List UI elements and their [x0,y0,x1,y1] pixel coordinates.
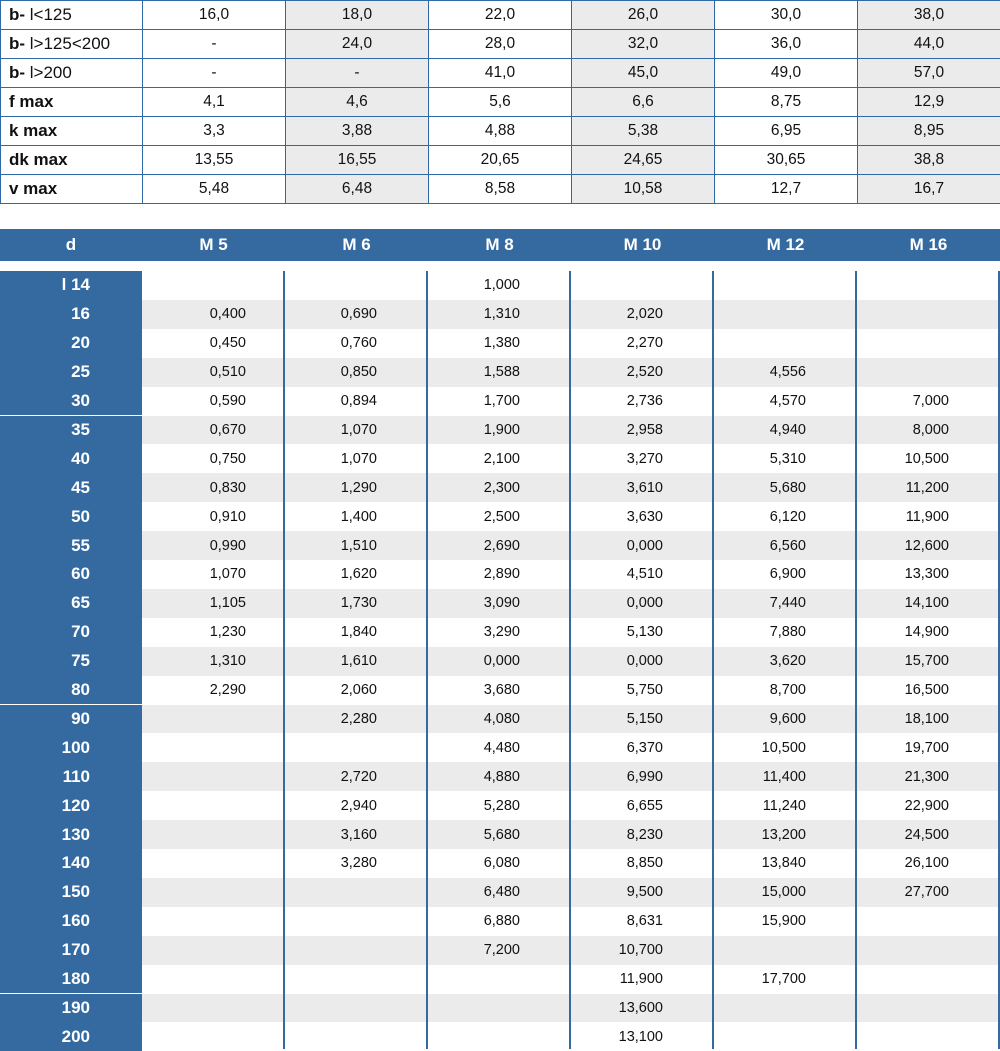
weight-cell: 1,290 [0,473,377,502]
length-label: 20 [0,329,142,358]
weight-cell: 26,100 [0,849,949,878]
spec-cell: 12,7 [715,175,858,204]
weight-cell: 1,610 [0,647,377,676]
weight-cell: 0,000 [0,647,663,676]
weight-cell: 5,280 [0,791,520,820]
weight-cell [0,300,949,329]
weight-cell: 3,090 [0,589,520,618]
weight-cell: 1,840 [0,618,377,647]
weight-cell: 2,280 [0,705,377,734]
spec-row-label-bold: k max [9,121,57,140]
length-label: 110 [0,762,142,791]
length-label: 70 [0,618,142,647]
weight-cell: 11,200 [0,473,949,502]
weight-cell: 6,080 [0,849,520,878]
weight-cell: 1,310 [0,647,246,676]
weight-cell: 1,000 [0,271,520,300]
weight-cell: 6,370 [0,733,663,762]
header-d: d [0,229,142,261]
weight-cell: 4,570 [0,387,806,416]
weight-cell: 16,500 [0,676,949,705]
spec-row-label [1,117,143,146]
spec-row [1,175,1000,204]
spec-cell: 18,0 [286,1,429,30]
weight-cell: 0,850 [0,358,377,387]
weight-cell: 4,080 [0,705,520,734]
weight-cell: 2,100 [0,444,520,473]
spec-cell: 28,0 [429,30,572,59]
weight-cell: 0,670 [0,416,246,445]
length-label: 200 [0,1022,142,1051]
weight-cell: 14,100 [0,589,949,618]
spec-row-label [1,1,143,30]
weight-cell [0,907,949,936]
weight-cell: 5,680 [0,473,806,502]
spec-cell: 4,1 [143,88,286,117]
weight-row [0,387,1000,416]
weight-cell: 13,600 [0,994,663,1023]
weight-cell: 1,070 [0,560,246,589]
weight-cell: 2,270 [0,329,663,358]
spec-row-label [1,30,143,59]
weight-cell: 0,590 [0,387,246,416]
spec-cell: 3,3 [143,117,286,146]
spec-cell: 38,8 [858,146,1000,175]
weight-cell: 1,400 [0,502,377,531]
weight-cell: 13,300 [0,560,949,589]
weight-cell: 0,000 [0,647,520,676]
weight-cell [0,994,949,1023]
weight-row [0,502,1000,531]
weight-row [0,589,1000,618]
weight-cell: 2,520 [0,358,663,387]
spec-cell: 16,55 [286,146,429,175]
spec-cell: 38,0 [858,1,1000,30]
weight-cell: 1,700 [0,387,520,416]
weight-row [0,1022,1000,1051]
header-col-m8: M 8 [428,229,571,261]
spec-row-label-bold: b- [9,63,25,82]
weight-cell: 1,070 [0,416,377,445]
weight-cell: 15,000 [0,878,806,907]
spec-row [1,117,1000,146]
weight-cell: 1,230 [0,618,246,647]
weight-cell: 1,900 [0,416,520,445]
header-col-m5: M 5 [142,229,285,261]
weight-cell: 7,440 [0,589,806,618]
weight-cell: 4,556 [0,358,806,387]
weight-row [0,560,1000,589]
spec-table-body [1,1,1000,204]
weight-cell: 3,270 [0,444,663,473]
weight-cell: 3,680 [0,676,520,705]
spec-row [1,59,1000,88]
weight-cell: 0,510 [0,358,246,387]
weight-row [0,762,1000,791]
weight-row [0,618,1000,647]
spec-row-label [1,175,143,204]
weight-cell: 13,840 [0,849,806,878]
spec-cell: 5,38 [572,117,715,146]
spec-cell: 13,55 [143,146,286,175]
weight-row [0,849,1000,878]
spec-row [1,30,1000,59]
length-label: 16 [0,300,142,329]
weight-cell: 3,290 [0,618,520,647]
length-label: 130 [0,820,142,849]
weight-cell: 2,736 [0,387,663,416]
length-label: 120 [0,791,142,820]
spec-cell: 16,7 [858,175,1000,204]
weight-row [0,473,1000,502]
spec-row [1,1,1000,30]
weight-cell: 7,200 [0,936,520,965]
weight-cell: 5,680 [0,820,520,849]
weight-cell: 6,900 [0,560,806,589]
weight-row [0,647,1000,676]
length-label: 45 [0,473,142,502]
weight-cell: 4,480 [0,733,520,762]
weight-cell: 0,690 [0,300,377,329]
column-divider [283,271,285,1049]
weight-row [0,994,1000,1023]
spec-cell: - [143,30,286,59]
weight-cell: 2,500 [0,502,520,531]
weight-cell: 4,510 [0,560,663,589]
spec-cell: 32,0 [572,30,715,59]
weight-cell: 10,500 [0,444,949,473]
weight-cell: 5,310 [0,444,806,473]
length-label: 50 [0,502,142,531]
length-label: 65 [0,589,142,618]
weight-cell: 3,610 [0,473,663,502]
weight-cell: 8,700 [0,676,806,705]
length-label: 30 [0,387,142,416]
weight-cell: 17,700 [0,965,806,994]
weight-row [0,271,1000,300]
weight-cell: 6,990 [0,762,663,791]
spec-cell: 6,48 [286,175,429,204]
weight-row [0,416,1000,445]
weight-cell: 5,750 [0,676,663,705]
weight-cell: 9,500 [0,878,663,907]
weight-cell: 13,200 [0,820,806,849]
length-label: 100 [0,733,142,762]
spec-cell: 20,65 [429,146,572,175]
spec-row-label-bold: b- [9,5,25,24]
weight-cell: 1,105 [0,589,246,618]
spec-row-label-rest: l<125 [25,5,72,24]
weight-cell: 1,380 [0,329,520,358]
spec-cell: 36,0 [715,30,858,59]
weight-cell: 11,900 [0,965,663,994]
weight-row [0,358,1000,387]
weight-cell: 2,020 [0,300,663,329]
spec-cell: 10,58 [572,175,715,204]
header-col-m6: M 6 [285,229,428,261]
spec-row-label-bold: f max [9,92,53,111]
weight-cell: 0,990 [0,531,246,560]
weight-cell: 10,500 [0,733,806,762]
length-label: 170 [0,936,142,965]
length-label: l 14 [0,271,142,300]
weight-row [0,791,1000,820]
weight-cell: 6,655 [0,791,663,820]
weight-cell: 5,130 [0,618,663,647]
column-divider [712,271,714,1049]
spec-cell: 41,0 [429,59,572,88]
length-label: 80 [0,676,142,705]
weight-row [0,329,1000,358]
weight-cell: 8,000 [0,416,949,445]
weight-cell: 13,100 [0,1022,663,1051]
weight-row [0,300,1000,329]
weight-table-body [0,271,1000,1049]
spec-cell: - [286,59,429,88]
weight-cell: 1,310 [0,300,520,329]
spec-cell: 16,0 [143,1,286,30]
spec-cell: 24,65 [572,146,715,175]
weight-cell: 2,060 [0,676,377,705]
spec-row [1,146,1000,175]
spec-cell: 8,58 [429,175,572,204]
spec-cell: 26,0 [572,1,715,30]
spec-table [0,0,1000,204]
weight-cell [0,965,949,994]
weight-cell: 0,400 [0,300,246,329]
weight-cell: 2,290 [0,676,246,705]
weight-row [0,444,1000,473]
weight-cell: 3,160 [0,820,377,849]
spec-cell: 6,95 [715,117,858,146]
weight-cell: 8,850 [0,849,663,878]
weight-cell: 0,450 [0,329,246,358]
spec-row-label [1,59,143,88]
weight-cell: 0,910 [0,502,246,531]
weight-cell: 1,070 [0,444,377,473]
header-col-m12: M 12 [714,229,857,261]
spec-row-label [1,88,143,117]
spec-cell: 4,6 [286,88,429,117]
spec-cell: 45,0 [572,59,715,88]
weight-cell: 27,700 [0,878,949,907]
spec-cell: - [143,59,286,88]
spec-cell: 12,9 [858,88,1000,117]
spec-row-label [1,146,143,175]
weight-row [0,676,1000,705]
weight-cell: 15,900 [0,907,806,936]
header-col-m16: M 16 [857,229,1000,261]
weight-cell: 2,690 [0,531,520,560]
weight-cell: 15,700 [0,647,949,676]
weight-cell: 11,400 [0,762,806,791]
spec-cell: 8,95 [858,117,1000,146]
spec-cell: 4,88 [429,117,572,146]
spec-row-label-bold: b- [9,34,25,53]
weight-cell: 0,000 [0,589,663,618]
weight-cell: 7,880 [0,618,806,647]
weight-cell: 5,150 [0,705,663,734]
column-divider [855,271,857,1049]
weight-cell: 1,730 [0,589,377,618]
weight-row [0,878,1000,907]
weight-cell: 1,588 [0,358,520,387]
weight-cell: 2,720 [0,762,377,791]
weight-cell: 1,620 [0,560,377,589]
weight-cell: 8,230 [0,820,663,849]
weight-cell: 6,120 [0,502,806,531]
spec-cell: 57,0 [858,59,1000,88]
weight-row [0,531,1000,560]
weight-cell: 0,830 [0,473,246,502]
weight-cell: 2,300 [0,473,520,502]
weight-cell: 18,100 [0,705,949,734]
weight-cell: 1,510 [0,531,377,560]
weight-cell: 3,620 [0,647,806,676]
weight-cell [0,358,949,387]
length-label: 150 [0,878,142,907]
column-divider [426,271,428,1049]
weight-cell: 3,280 [0,849,377,878]
spec-cell: 22,0 [429,1,572,30]
weight-cell: 2,958 [0,416,663,445]
length-label: 180 [0,965,142,994]
weight-cell: 2,940 [0,791,377,820]
length-label: 190 [0,994,142,1023]
weight-cell: 21,300 [0,762,949,791]
weight-row [0,965,1000,994]
weight-cell: 14,900 [0,618,949,647]
weight-cell: 11,240 [0,791,806,820]
header-col-m10: M 10 [571,229,714,261]
weight-cell: 10,700 [0,936,663,965]
weight-cell: 8,631 [0,907,663,936]
spec-cell: 30,65 [715,146,858,175]
spec-cell: 24,0 [286,30,429,59]
weight-row [0,820,1000,849]
spec-row-label-rest: l>200 [25,63,72,82]
weight-cell: 24,500 [0,820,949,849]
weight-cell: 7,000 [0,387,949,416]
spec-row [1,88,1000,117]
spec-cell: 30,0 [715,1,858,30]
length-label: 75 [0,647,142,676]
weight-cell [0,936,949,965]
weight-cell: 6,560 [0,531,806,560]
length-label: 160 [0,907,142,936]
spec-cell: 49,0 [715,59,858,88]
weight-cell [0,1022,949,1051]
spec-cell: 5,6 [429,88,572,117]
weight-cell [0,271,949,300]
spec-cell: 6,6 [572,88,715,117]
weight-cell: 0,750 [0,444,246,473]
weight-cell: 3,630 [0,502,663,531]
length-label: 40 [0,444,142,473]
weight-cell: 4,940 [0,416,806,445]
spec-row-label-rest: l>125<200 [25,34,110,53]
weight-cell: 0,000 [0,531,663,560]
weight-cell: 9,600 [0,705,806,734]
length-label: 35 [0,416,142,445]
weight-cell: 4,880 [0,762,520,791]
weight-cell [0,329,949,358]
weight-cell: 6,480 [0,878,520,907]
spec-row-label-bold: dk max [9,150,68,169]
weight-cell: 0,760 [0,329,377,358]
spec-cell: 8,75 [715,88,858,117]
weight-cell: 22,900 [0,791,949,820]
weight-cell: 2,890 [0,560,520,589]
weight-row [0,705,1000,734]
spec-cell: 44,0 [858,30,1000,59]
length-label: 55 [0,531,142,560]
length-label: 60 [0,560,142,589]
weight-cell: 6,880 [0,907,520,936]
weight-cell: 11,900 [0,502,949,531]
length-label: 140 [0,849,142,878]
weight-row [0,907,1000,936]
column-divider [569,271,571,1049]
spec-row-label-bold: v max [9,179,57,198]
length-label: 25 [0,358,142,387]
spec-cell: 5,48 [143,175,286,204]
weight-cell: 0,894 [0,387,377,416]
length-label: 90 [0,705,142,734]
weight-row [0,936,1000,965]
weight-cell: 19,700 [0,733,949,762]
weight-cell: 12,600 [0,531,949,560]
weight-row [0,733,1000,762]
weight-table-header [0,229,1000,261]
spec-cell: 3,88 [286,117,429,146]
